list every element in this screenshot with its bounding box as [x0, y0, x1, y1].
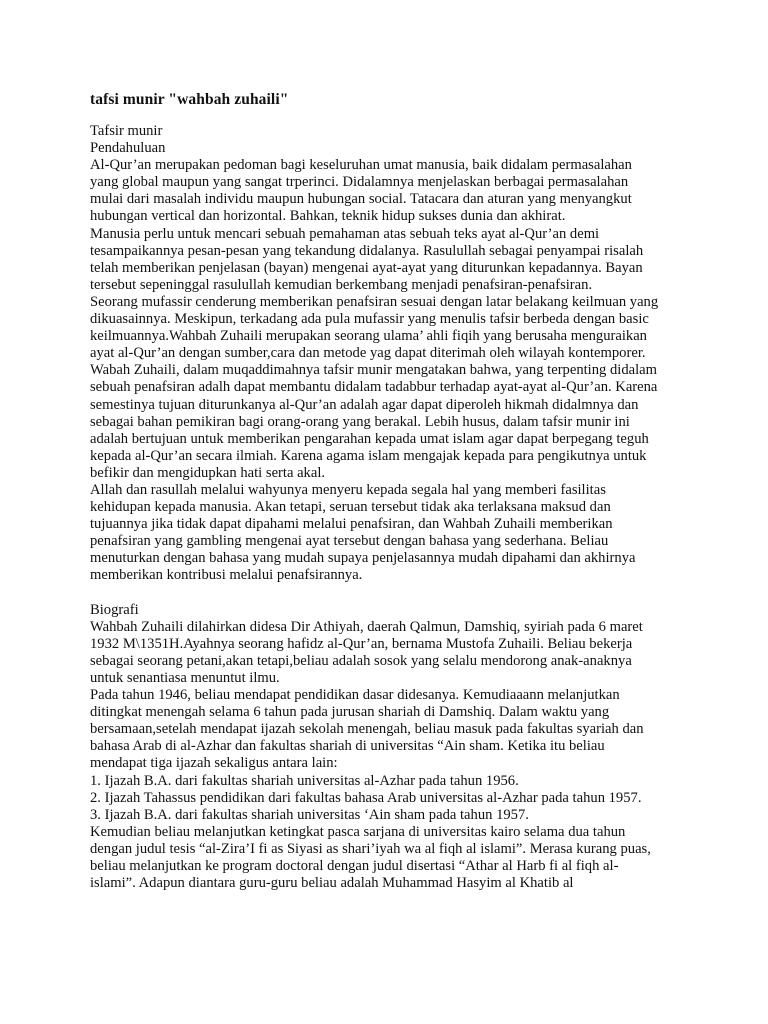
- text-line: sebagai seorang petani,akan tetapi,beliau adalah sosok yang selalu mendorong anak-anaknya: [90, 652, 632, 669]
- text-line: penafsiran yang gambling mengenai ayat tersebut dengan bahasa yang sederhana. Beliau: [90, 533, 609, 550]
- text-line: Allah dan rasullah melalui wahyunya menyeru kepada segala hal yang memberi fasilitas: [90, 481, 606, 498]
- text-line: keilmuannya.Wahbah Zuhaili merupakan seorang ulama’ ahli fiqih yang berusaha menguraikan: [90, 328, 647, 345]
- text-line: mendapat tiga ijazah sekaligus antara lain:: [90, 755, 338, 772]
- text-line: bersamaan,setelah mendapat ijazah sekolah menengah, beliau masuk pada fakultas syariah dan: [90, 721, 644, 738]
- text-line: tujuannya jika tidak dapat dipahami melalui penafsiran, dan Wahbah Zuhaili memberikan: [90, 516, 613, 533]
- text-line: 1. Ijazah B.A. dari fakultas shariah universitas al-Azhar pada tahun 1956.: [90, 772, 519, 789]
- text-line: 2. Ijazah Tahassus pendidikan dari fakultas bahasa Arab universitas al-Azhar pada tahun 1957.: [90, 789, 642, 806]
- text-line: Tafsir munir: [90, 123, 163, 139]
- text-line: sebagai bahan pemikiran bagi orang-orang yang berakal. Lebih husus, dalam tafsir munir ini: [90, 413, 630, 430]
- text-line: hubungan vertical dan horizontal. Bahkan, teknik hidup sukses dunia dan akhirat.: [90, 208, 566, 225]
- text-line: 1932 M\1351H.Ayahnya seorang hafidz al-Qur’an, bernama Mustofa Zuhaili. Beliau bekerja: [90, 635, 633, 652]
- text-line: menuturkan dengan bahasa yang mudah supaya penjelasannya mudah dipahami dan akhirnya: [90, 550, 636, 567]
- text-line: kepada al-Qur’an secara ilmiah. Karena agama islam mengajak kepada para pengikutnya untuk: [90, 447, 647, 464]
- text-line: ayat al-Qur’an dengan sumber,cara dan metode yag dapat diterimah oleh wilayah kontemporer.: [90, 345, 646, 362]
- paragraph-gap: [90, 585, 748, 602]
- text-line: memberikan kontribusi melalui penafsirannya.: [90, 567, 363, 584]
- text-line: dengan judul tesis “al-Zira’I fi as Siyasi as shari’iyah wa al fiqh al islami”. Merasa kurang puas,: [90, 840, 651, 857]
- text-line: tersebut sepeninggal rasulullah kemudian berkembang menjadi penafsiran-penafsiran.: [90, 276, 593, 293]
- text-line: semestinya tujuan diturunkanya al-Qur’an adalah agar dapat diperoleh hikmah didalmnya dan: [90, 396, 639, 413]
- text-line: Pada tahun 1946, beliau mendapat pendidikan dasar didesanya. Kemudiaaann melanjutkan: [90, 687, 620, 704]
- text-line: beliau melanjutkan ke program doctoral dengan judul disertasi “Athar al Harb fi al fiqh al-: [90, 858, 619, 875]
- text-line: Kemudian beliau melanjutkan ketingkat pasca sarjana di universitas kairo selama dua tahun: [90, 823, 626, 840]
- text-line: mulai dari masalah individu maupun hubungan social. Tatacara dan aturan yang menyangkut: [90, 191, 632, 208]
- text-line: Wabah Zuhaili, dalam muqaddimahnya tafsir munir mengatakan bahwa, yang terpenting didalam: [90, 362, 657, 379]
- text-line: befikir dan mengidupkan hati serta akal.: [90, 464, 326, 481]
- text-line: yang global maupun yang sangat trperinci. Didalamnya menjelaskan berbagai permasalahan: [90, 174, 629, 191]
- text-line: Pendahuluan: [90, 140, 166, 157]
- text-line: Manusia perlu untuk mencari sebuah pemahaman atas sebuah teks ayat al-Qur’an demi: [90, 225, 600, 242]
- text-line: bahasa Arab di al-Azhar dan fakultas shariah di universitas “Ain sham. Ketika itu beliau: [90, 738, 605, 755]
- text-line: Seorang mufassir cenderung memberikan penafsiran sesuai dengan latar belakang keilmuan yang: [90, 293, 659, 310]
- text-line: Wahbah Zuhaili dilahirkan didesa Dir Athiyah, daerah Qalmun, Damshiq, syiriah pada 6 maret: [90, 618, 643, 635]
- text-line: ditingkat menengah selama 6 tahun pada jurusan shariah di Damshiq. Dalam waktu yang: [90, 704, 610, 721]
- text-line: adalah bertujuan untuk memberikan pengarahan kepada umat islam agar dapat berpegang teguh: [90, 430, 649, 447]
- text-line: untuk senantiasa menuntut ilmu.: [90, 670, 280, 686]
- text-line: dikuasainnya. Meskipun, terkadang ada pula mufassir yang menulis tafsir berbeda dengan basic: [90, 311, 649, 328]
- text-line: telah memberikan penjelasan (bayan) mengenai ayat-ayat yang diturunkan kepadannya. Bayan: [90, 259, 643, 276]
- text-line: Al-Qur’an merupakan pedoman bagi keseluruhan umat manusia, baik didalam permasalahan: [90, 157, 632, 174]
- text-line: tesampaikannya pesan-pesan yang tekandung didalanya. Rasulullah sebagai penyampai risalah: [90, 242, 644, 259]
- text-line: Biografi: [90, 601, 139, 618]
- text-line: kehidupan kepada manusia. Akan tetapi, seruan tersebut tidak aka terlaksana maksud dan: [90, 499, 611, 516]
- text-line: 3. Ijazah B.A. dari fakultas shariah universitas ‘Ain sham pada tahun 1957.: [90, 806, 529, 823]
- document-title: tafsi munir "wahbah zuhaili": [90, 91, 289, 108]
- text-line: islami”. Adapun diantara guru-guru beliau adalah Muhammad Hasyim al Khatib al: [90, 875, 574, 892]
- text-line: sebuah penafsiran adalh dapat membantu didalam tadabbur terhadap ayat-ayat al-Qur’an. Karena: [90, 379, 658, 396]
- document-body: [90, 123, 748, 892]
